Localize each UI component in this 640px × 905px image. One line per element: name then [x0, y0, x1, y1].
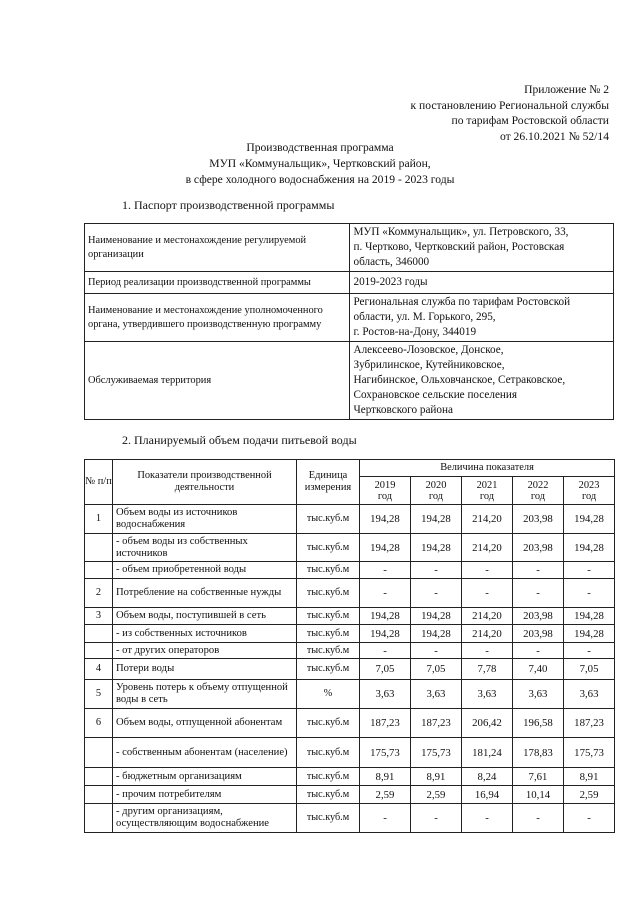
passport-value [350, 342, 614, 420]
unit-cell: тыс.куб.м [297, 804, 360, 833]
value-cell: - [411, 579, 462, 608]
passport-label: Период реализации производственной программы [85, 272, 350, 294]
value-cell: - [462, 579, 513, 608]
row-number [85, 562, 113, 579]
unit-cell: тыс.куб.м [297, 625, 360, 643]
value-cell: 214,20 [462, 534, 513, 562]
indicator-name: Объем воды из источников водоснабжения [113, 505, 297, 534]
value-cell: 7,40 [513, 659, 564, 680]
value-cell: - [462, 562, 513, 579]
header-year [411, 477, 462, 505]
value-cell: 194,28 [411, 608, 462, 625]
value-cell: 187,23 [411, 709, 462, 738]
row-number: 4 [85, 659, 113, 680]
program-title [0, 140, 640, 188]
table-row [85, 342, 614, 420]
row-number: 5 [85, 680, 113, 709]
value-cell: 8,24 [462, 768, 513, 786]
program-title-line: МУП «Коммунальщик», Чертковский район, [209, 157, 431, 170]
value-line: Чертковского района [353, 404, 453, 416]
value-cell: - [564, 562, 615, 579]
table-row [85, 505, 615, 534]
indicator-name: - прочим потребителям [113, 786, 297, 804]
header-num: № п/п [85, 460, 113, 505]
value-cell: 194,28 [564, 505, 615, 534]
value-cell: - [411, 643, 462, 659]
unit-cell: тыс.куб.м [297, 579, 360, 608]
value-cell: 3,63 [462, 680, 513, 709]
section-2-title: 2. Планируемый объем подачи питьевой воды [122, 433, 357, 447]
value-cell: 194,28 [411, 505, 462, 534]
value-cell: 175,73 [564, 738, 615, 768]
table-row [85, 709, 615, 738]
table-row [85, 294, 614, 342]
year: 2022 [527, 479, 549, 491]
value-cell: - [513, 804, 564, 833]
value-cell: 2,59 [564, 786, 615, 804]
passport-label: Наименование и местонахождение регулируемой организации [85, 224, 350, 272]
value-cell: - [462, 643, 513, 659]
value-cell: 10,14 [513, 786, 564, 804]
row-number [85, 625, 113, 643]
table-row [85, 680, 615, 709]
passport-value [350, 294, 614, 342]
table-row [85, 579, 615, 608]
value-cell: 7,61 [513, 768, 564, 786]
section-1-title: 1. Паспорт производственной программы [122, 198, 335, 212]
table-row [85, 625, 615, 643]
value-cell: 206,42 [462, 709, 513, 738]
value-cell: 3,63 [564, 680, 615, 709]
appendix-line: от 26.10.2021 № 52/14 [499, 129, 609, 143]
value-cell: 196,58 [513, 709, 564, 738]
value-cell: 3,63 [411, 680, 462, 709]
value-cell: 2,59 [411, 786, 462, 804]
table-row [85, 608, 615, 625]
header-row [85, 460, 615, 477]
year-suffix: год [479, 490, 495, 502]
row-number: 2 [85, 579, 113, 608]
value-cell: 194,28 [564, 625, 615, 643]
indicator-name: - объем приобретенной воды [113, 562, 297, 579]
value-cell: 203,98 [513, 534, 564, 562]
row-number [85, 804, 113, 833]
value-line: Нагибинское, Ольховчанское, Сетраковское, [353, 374, 566, 386]
table-row [85, 562, 615, 579]
value-cell: 194,28 [360, 608, 411, 625]
passport-label: Наименование и местонахождение уполномоченного органа, утвердившего производственную программу [85, 294, 350, 342]
value-cell: 194,28 [411, 625, 462, 643]
appendix-line: по тарифам Ростовской области [451, 114, 609, 128]
appendix-header [411, 82, 610, 144]
unit-cell: тыс.куб.м [297, 608, 360, 625]
value-cell: 194,28 [360, 505, 411, 534]
value-cell: 7,05 [411, 659, 462, 680]
unit-cell: тыс.куб.м [297, 534, 360, 562]
indicator-name: Потери воды [113, 659, 297, 680]
value-cell: 194,28 [360, 534, 411, 562]
table-row [85, 272, 614, 294]
water-volume-table [84, 459, 615, 833]
value-cell: - [564, 643, 615, 659]
indicator-name: - другим организациям, осуществляющим водоснабжение [113, 804, 297, 833]
value-cell: - [360, 579, 411, 608]
value-line: 2019-2023 годы [353, 276, 428, 288]
value-cell: 175,73 [411, 738, 462, 768]
value-cell: 8,91 [360, 768, 411, 786]
value-line: п. Чертково, Чертковский район, Ростовская [353, 241, 565, 253]
passport-value [350, 272, 614, 294]
indicator-name: Потребление на собственные нужды [113, 579, 297, 608]
passport-value [350, 224, 614, 272]
value-cell: - [513, 643, 564, 659]
passport-label: Обслуживаемая территория [85, 342, 350, 420]
unit-cell: тыс.куб.м [297, 709, 360, 738]
unit-cell: тыс.куб.м [297, 786, 360, 804]
unit-cell: тыс.куб.м [297, 738, 360, 768]
value-cell: 194,28 [564, 608, 615, 625]
value-cell: 187,23 [564, 709, 615, 738]
program-title-line: Производственная программа [246, 141, 394, 154]
header-year [360, 477, 411, 505]
value-cell: 214,20 [462, 608, 513, 625]
row-number [85, 643, 113, 659]
row-number: 6 [85, 709, 113, 738]
appendix-line: Приложение № 2 [524, 83, 609, 96]
value-line: Региональная служба по тарифам Ростовской [353, 296, 571, 308]
row-number: 3 [85, 608, 113, 625]
value-cell: - [360, 643, 411, 659]
indicator-name: Объем воды, поступившей в сеть [113, 608, 297, 625]
table-row [85, 804, 615, 833]
value-cell: 7,05 [360, 659, 411, 680]
value-line: МУП «Коммунальщик», ул. Петровского, 33, [353, 226, 569, 238]
year-suffix: год [377, 490, 393, 502]
unit-cell: тыс.куб.м [297, 505, 360, 534]
value-cell: 194,28 [360, 625, 411, 643]
value-cell: 7,78 [462, 659, 513, 680]
year-suffix: год [530, 490, 546, 502]
header-year [564, 477, 615, 505]
appendix-line: к постановлению Региональной службы [410, 98, 609, 112]
year: 2020 [425, 479, 447, 491]
table-row [85, 786, 615, 804]
value-cell: - [564, 804, 615, 833]
indicator-name: - собственным абонентам (население) [113, 738, 297, 768]
value-line: Зубрилинское, Кутейниковское, [353, 359, 505, 371]
value-cell: 214,20 [462, 625, 513, 643]
value-cell: 7,05 [564, 659, 615, 680]
value-cell: - [564, 579, 615, 608]
table-row [85, 738, 615, 768]
value-cell: 203,98 [513, 505, 564, 534]
indicator-name: - из собственных источников [113, 625, 297, 643]
value-line: Сохрановское сельские поселения [353, 389, 518, 401]
indicator-name: Объем воды, отпущенной абонентам [113, 709, 297, 738]
row-number [85, 768, 113, 786]
value-cell: - [360, 804, 411, 833]
indicator-name: - объем воды из собственных источников [113, 534, 297, 562]
year: 2023 [578, 479, 600, 491]
unit-cell: тыс.куб.м [297, 643, 360, 659]
unit-cell: тыс.куб.м [297, 768, 360, 786]
value-cell: 8,91 [564, 768, 615, 786]
value-cell: 2,59 [360, 786, 411, 804]
value-cell: 16,94 [462, 786, 513, 804]
unit-cell: % [297, 680, 360, 709]
indicator-name: - от других операторов [113, 643, 297, 659]
year-suffix: год [428, 490, 444, 502]
value-cell: 214,20 [462, 505, 513, 534]
indicator-name: - бюджетным организациям [113, 768, 297, 786]
value-line: области, ул. М. Горького, 295, [353, 311, 496, 323]
value-cell: - [411, 562, 462, 579]
value-cell: 203,98 [513, 608, 564, 625]
row-number: 1 [85, 505, 113, 534]
row-number [85, 786, 113, 804]
value-cell: 8,91 [411, 768, 462, 786]
program-title-line: в сфере холодного водоснабжения на 2019 - 2023 годы [185, 173, 455, 186]
header-indicator: Показатели производственной деятельности [113, 460, 297, 505]
header-year [513, 477, 564, 505]
header-value-group: Величина показателя [360, 460, 615, 477]
unit-cell: тыс.куб.м [297, 562, 360, 579]
row-number [85, 534, 113, 562]
year: 2019 [374, 479, 396, 491]
table-row [85, 643, 615, 659]
value-line: область, 346000 [353, 256, 430, 268]
value-line: Алексеево-Лозовское, Донское, [353, 344, 504, 356]
value-cell: 178,83 [513, 738, 564, 768]
table-row [85, 224, 614, 272]
value-cell: 3,63 [360, 680, 411, 709]
year: 2021 [476, 479, 498, 491]
value-cell: 175,73 [360, 738, 411, 768]
unit-cell: тыс.куб.м [297, 659, 360, 680]
value-cell: 203,98 [513, 625, 564, 643]
value-cell: 194,28 [564, 534, 615, 562]
header-unit: Единица измерения [297, 460, 360, 505]
value-cell: 187,23 [360, 709, 411, 738]
value-cell: 194,28 [411, 534, 462, 562]
value-cell: - [360, 562, 411, 579]
value-cell: - [462, 804, 513, 833]
table-row [85, 768, 615, 786]
value-cell: - [513, 579, 564, 608]
value-cell: - [411, 804, 462, 833]
header-year [462, 477, 513, 505]
value-cell: 181,24 [462, 738, 513, 768]
year-suffix: год [581, 490, 597, 502]
value-line: г. Ростов-на-Дону, 344019 [353, 326, 477, 338]
row-number [85, 738, 113, 768]
table-row [85, 659, 615, 680]
value-cell: 3,63 [513, 680, 564, 709]
value-cell: - [513, 562, 564, 579]
indicator-name: Уровень потерь к объему отпущенной воды в сеть [113, 680, 297, 709]
table-row [85, 534, 615, 562]
passport-table [84, 223, 614, 420]
